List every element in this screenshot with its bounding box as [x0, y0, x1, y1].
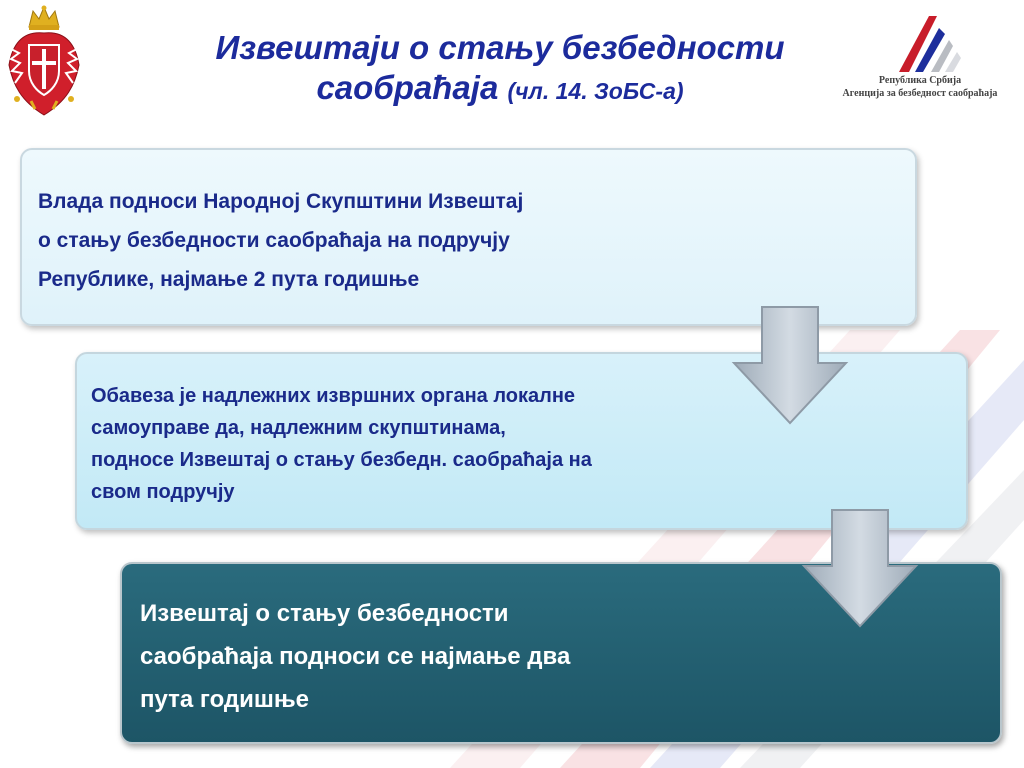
title-line-2-main: саобраћаја — [316, 69, 499, 106]
step-3-line-3: пута годишње — [140, 686, 310, 713]
step-3-line-2: саобраћаја подноси се најмање два — [140, 643, 571, 670]
agency-road-logo-icon — [895, 12, 967, 74]
down-arrow-icon — [800, 508, 920, 630]
title-law-reference: (чл. 14. ЗоБС-а) — [507, 78, 684, 104]
step-1-line-1: Влада подноси Народној Скупштини Извештај — [38, 190, 524, 213]
step-2-line-4: свом подручју — [91, 481, 235, 503]
agency-line-1: Република Србија — [878, 75, 962, 86]
step-box-1 — [20, 148, 917, 326]
agency-line-2: Агенција за безбедност саобраћаја — [842, 88, 998, 99]
title-line-1: Извештаји о стању безбедности — [215, 29, 785, 66]
serbian-coat-of-arms-icon — [5, 5, 83, 117]
agency-name — [820, 74, 1020, 100]
step-2-line-3: подносе Извештај о стању безбедн. саобраћаја на — [91, 449, 592, 471]
step-1-text — [38, 182, 718, 299]
page-title — [160, 28, 840, 111]
title-line-2 — [160, 68, 840, 111]
step-1-line-2: о стању безбедности саобраћаја на подручју — [38, 229, 510, 252]
down-arrow-icon — [730, 305, 850, 427]
step-3-line-1: Извештај о стању безбедности — [140, 600, 509, 627]
step-2-line-1: Обавеза је надлежних извршних органа локалне — [91, 385, 576, 407]
step-3-text — [140, 592, 760, 721]
step-2-line-2: самоуправе да, надлежним скупштинама, — [91, 417, 506, 439]
step-1-line-3: Републике, најмање 2 пута годишње — [38, 268, 420, 291]
step-2-text — [91, 380, 771, 508]
